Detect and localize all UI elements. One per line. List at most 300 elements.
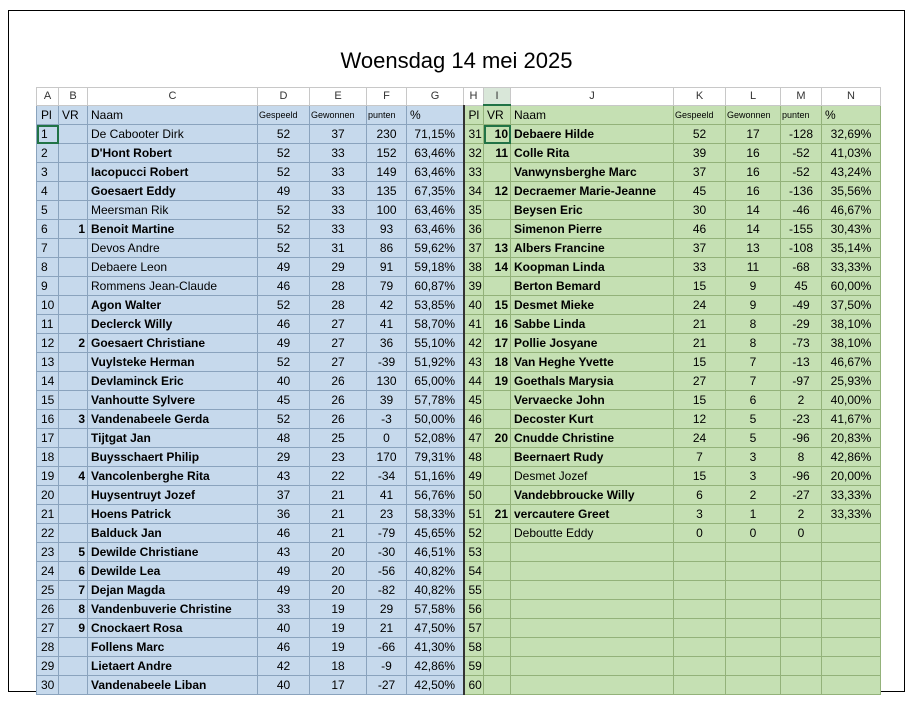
cell-gewonnen[interactable]: 22 (310, 467, 367, 486)
cell-punten[interactable] (781, 619, 822, 638)
cell-pl[interactable]: 3 (37, 163, 59, 182)
header-punten[interactable]: punten (781, 105, 822, 125)
cell-gespeeld[interactable]: 46 (258, 524, 310, 543)
cell-gespeeld[interactable]: 15 (674, 277, 726, 296)
header-vr[interactable]: VR (484, 105, 511, 125)
cell-gewonnen[interactable] (726, 562, 781, 581)
header-gewonnen[interactable]: Gewonnen (726, 105, 781, 125)
cell-gewonnen[interactable]: 1 (726, 505, 781, 524)
cell-vr[interactable] (59, 524, 88, 543)
cell-gespeeld[interactable]: 48 (258, 429, 310, 448)
cell-pl[interactable]: 16 (37, 410, 59, 429)
cell-naam[interactable]: Declerck Willy (88, 315, 258, 334)
cell-punten[interactable]: -136 (781, 182, 822, 201)
cell-gewonnen[interactable]: 5 (726, 429, 781, 448)
cell-gewonnen[interactable]: 14 (726, 201, 781, 220)
cell-pl[interactable]: 1 (37, 125, 59, 144)
cell-pl[interactable]: 53 (464, 543, 484, 562)
cell-vr[interactable] (484, 562, 511, 581)
cell-naam[interactable]: D'Hont Robert (88, 144, 258, 163)
column-letter[interactable]: G (407, 88, 464, 106)
cell-punten[interactable]: 100 (367, 201, 407, 220)
cell-pct[interactable]: 32,69% (822, 125, 881, 144)
cell-pl[interactable]: 21 (37, 505, 59, 524)
cell-vr[interactable] (484, 600, 511, 619)
cell-gewonnen[interactable]: 19 (310, 619, 367, 638)
cell-pct[interactable]: 57,58% (407, 600, 464, 619)
cell-gewonnen[interactable]: 17 (726, 125, 781, 144)
cell-gewonnen[interactable]: 0 (726, 524, 781, 543)
cell-pl[interactable]: 9 (37, 277, 59, 296)
cell-vr[interactable]: 3 (59, 410, 88, 429)
cell-vr[interactable] (59, 315, 88, 334)
cell-pl[interactable]: 30 (37, 676, 59, 695)
cell-gespeeld[interactable]: 37 (258, 486, 310, 505)
cell-pl[interactable]: 22 (37, 524, 59, 543)
cell-pl[interactable]: 2 (37, 144, 59, 163)
cell-pl[interactable]: 11 (37, 315, 59, 334)
cell-gewonnen[interactable]: 31 (310, 239, 367, 258)
cell-gewonnen[interactable] (726, 638, 781, 657)
cell-pct[interactable]: 63,46% (407, 220, 464, 239)
cell-vr[interactable] (484, 163, 511, 182)
cell-pct[interactable]: 25,93% (822, 372, 881, 391)
cell-naam[interactable]: Dejan Magda (88, 581, 258, 600)
cell-vr[interactable]: 9 (59, 619, 88, 638)
cell-punten[interactable]: 42 (367, 296, 407, 315)
cell-naam[interactable]: Simenon Pierre (511, 220, 674, 239)
cell-gewonnen[interactable]: 7 (726, 353, 781, 372)
cell-naam[interactable]: vercautere Greet (511, 505, 674, 524)
cell-pl[interactable]: 31 (464, 125, 484, 144)
cell-vr[interactable]: 12 (484, 182, 511, 201)
cell-gespeeld[interactable] (674, 676, 726, 695)
cell-gewonnen[interactable]: 2 (726, 486, 781, 505)
cell-naam[interactable]: Koopman Linda (511, 258, 674, 277)
cell-pl[interactable]: 4 (37, 182, 59, 201)
cell-naam[interactable]: Buysschaert Philip (88, 448, 258, 467)
cell-naam[interactable]: Debaere Leon (88, 258, 258, 277)
cell-vr[interactable] (59, 353, 88, 372)
cell-pct[interactable]: 35,14% (822, 239, 881, 258)
cell-pct[interactable]: 58,70% (407, 315, 464, 334)
cell-gewonnen[interactable]: 28 (310, 277, 367, 296)
column-letter[interactable]: H (464, 88, 484, 106)
header-pl[interactable]: Pl (37, 105, 59, 125)
cell-pl[interactable]: 5 (37, 201, 59, 220)
cell-gespeeld[interactable]: 49 (258, 581, 310, 600)
cell-pct[interactable]: 30,43% (822, 220, 881, 239)
cell-punten[interactable]: 79 (367, 277, 407, 296)
cell-punten[interactable]: 8 (781, 448, 822, 467)
header-pct[interactable]: % (822, 105, 881, 125)
cell-punten[interactable]: 36 (367, 334, 407, 353)
cell-gewonnen[interactable]: 14 (726, 220, 781, 239)
cell-pct[interactable]: 40,82% (407, 581, 464, 600)
cell-punten[interactable]: -128 (781, 125, 822, 144)
cell-gespeeld[interactable]: 49 (258, 562, 310, 581)
cell-pct[interactable]: 46,67% (822, 353, 881, 372)
cell-pl[interactable]: 23 (37, 543, 59, 562)
cell-pl[interactable]: 40 (464, 296, 484, 315)
header-gewonnen[interactable]: Gewonnen (310, 105, 367, 125)
cell-gespeeld[interactable]: 42 (258, 657, 310, 676)
cell-pct[interactable]: 60,00% (822, 277, 881, 296)
cell-vr[interactable]: 19 (484, 372, 511, 391)
cell-gewonnen[interactable]: 3 (726, 448, 781, 467)
cell-punten[interactable]: 39 (367, 391, 407, 410)
cell-naam[interactable]: Cnockaert Rosa (88, 619, 258, 638)
cell-pl[interactable]: 35 (464, 201, 484, 220)
cell-naam[interactable] (511, 638, 674, 657)
cell-vr[interactable] (59, 239, 88, 258)
cell-punten[interactable]: 91 (367, 258, 407, 277)
cell-gewonnen[interactable]: 18 (310, 657, 367, 676)
cell-vr[interactable] (59, 258, 88, 277)
cell-pct[interactable]: 58,33% (407, 505, 464, 524)
cell-gespeeld[interactable]: 52 (258, 163, 310, 182)
cell-punten[interactable] (781, 638, 822, 657)
column-letter[interactable]: C (88, 88, 258, 106)
cell-pct[interactable] (822, 676, 881, 695)
column-letter[interactable]: F (367, 88, 407, 106)
cell-gespeeld[interactable]: 46 (258, 638, 310, 657)
cell-naam[interactable]: Desmet Mieke (511, 296, 674, 315)
cell-punten[interactable]: 86 (367, 239, 407, 258)
cell-naam[interactable] (511, 619, 674, 638)
cell-gespeeld[interactable]: 24 (674, 296, 726, 315)
cell-pl[interactable]: 54 (464, 562, 484, 581)
cell-vr[interactable] (59, 505, 88, 524)
cell-vr[interactable] (59, 277, 88, 296)
cell-punten[interactable] (781, 657, 822, 676)
cell-gewonnen[interactable] (726, 543, 781, 562)
cell-vr[interactable]: 10 (484, 125, 511, 144)
cell-gespeeld[interactable]: 46 (674, 220, 726, 239)
cell-pl[interactable]: 14 (37, 372, 59, 391)
cell-vr[interactable] (59, 486, 88, 505)
cell-pl[interactable]: 17 (37, 429, 59, 448)
column-letter[interactable]: K (674, 88, 726, 106)
cell-naam[interactable]: Beernaert Rudy (511, 448, 674, 467)
cell-vr[interactable]: 16 (484, 315, 511, 334)
cell-gespeeld[interactable]: 36 (258, 505, 310, 524)
cell-naam[interactable]: Sabbe Linda (511, 315, 674, 334)
cell-gewonnen[interactable]: 20 (310, 543, 367, 562)
cell-punten[interactable]: -79 (367, 524, 407, 543)
cell-naam[interactable] (511, 676, 674, 695)
cell-gewonnen[interactable]: 28 (310, 296, 367, 315)
cell-pl[interactable]: 13 (37, 353, 59, 372)
cell-pl[interactable]: 34 (464, 182, 484, 201)
cell-pct[interactable]: 42,86% (407, 657, 464, 676)
cell-pct[interactable] (822, 543, 881, 562)
cell-punten[interactable]: -27 (367, 676, 407, 695)
cell-vr[interactable] (59, 448, 88, 467)
cell-pl[interactable]: 39 (464, 277, 484, 296)
cell-punten[interactable]: -82 (367, 581, 407, 600)
column-letter[interactable]: B (59, 88, 88, 106)
cell-punten[interactable]: -30 (367, 543, 407, 562)
cell-gewonnen[interactable]: 20 (310, 562, 367, 581)
cell-punten[interactable]: -13 (781, 353, 822, 372)
cell-gewonnen[interactable]: 26 (310, 391, 367, 410)
cell-naam[interactable]: Decraemer Marie-Jeanne (511, 182, 674, 201)
header-gespeeld[interactable]: Gespeeld (674, 105, 726, 125)
cell-naam[interactable]: Debaere Hilde (511, 125, 674, 144)
cell-naam[interactable]: Meersman Rik (88, 201, 258, 220)
cell-punten[interactable]: 170 (367, 448, 407, 467)
cell-pct[interactable]: 67,35% (407, 182, 464, 201)
cell-pct[interactable]: 56,76% (407, 486, 464, 505)
cell-punten[interactable] (781, 676, 822, 695)
cell-pl[interactable]: 55 (464, 581, 484, 600)
cell-pl[interactable]: 32 (464, 144, 484, 163)
cell-pct[interactable] (822, 619, 881, 638)
cell-pct[interactable]: 33,33% (822, 505, 881, 524)
cell-vr[interactable] (484, 619, 511, 638)
cell-pct[interactable]: 71,15% (407, 125, 464, 144)
cell-naam[interactable]: Goethals Marysia (511, 372, 674, 391)
header-pct[interactable]: % (407, 105, 464, 125)
cell-vr[interactable] (59, 657, 88, 676)
cell-pl[interactable]: 29 (37, 657, 59, 676)
cell-pl[interactable]: 37 (464, 239, 484, 258)
cell-gespeeld[interactable]: 37 (674, 239, 726, 258)
cell-punten[interactable]: 230 (367, 125, 407, 144)
cell-gespeeld[interactable]: 27 (674, 372, 726, 391)
cell-pct[interactable]: 51,16% (407, 467, 464, 486)
cell-punten[interactable]: 41 (367, 315, 407, 334)
cell-naam[interactable] (511, 657, 674, 676)
cell-gespeeld[interactable]: 37 (674, 163, 726, 182)
cell-naam[interactable]: Deboutte Eddy (511, 524, 674, 543)
cell-gespeeld[interactable]: 40 (258, 676, 310, 695)
cell-pl[interactable]: 28 (37, 638, 59, 657)
cell-naam[interactable]: Beysen Eric (511, 201, 674, 220)
column-letter[interactable]: J (511, 88, 674, 106)
cell-naam[interactable]: Balduck Jan (88, 524, 258, 543)
cell-pl[interactable]: 57 (464, 619, 484, 638)
cell-pct[interactable]: 41,30% (407, 638, 464, 657)
cell-vr[interactable] (484, 201, 511, 220)
cell-gewonnen[interactable] (726, 657, 781, 676)
cell-naam[interactable] (511, 581, 674, 600)
cell-punten[interactable]: -9 (367, 657, 407, 676)
cell-punten[interactable]: -108 (781, 239, 822, 258)
column-letter[interactable]: M (781, 88, 822, 106)
cell-punten[interactable]: -3 (367, 410, 407, 429)
cell-punten[interactable] (781, 600, 822, 619)
cell-punten[interactable]: -39 (367, 353, 407, 372)
cell-pl[interactable]: 38 (464, 258, 484, 277)
cell-pct[interactable]: 41,03% (822, 144, 881, 163)
cell-gewonnen[interactable]: 6 (726, 391, 781, 410)
cell-vr[interactable] (484, 486, 511, 505)
cell-punten[interactable]: 135 (367, 182, 407, 201)
cell-gespeeld[interactable] (674, 657, 726, 676)
cell-gespeeld[interactable]: 29 (258, 448, 310, 467)
cell-vr[interactable]: 13 (484, 239, 511, 258)
column-letter[interactable]: D (258, 88, 310, 106)
cell-gewonnen[interactable]: 27 (310, 334, 367, 353)
cell-gespeeld[interactable]: 52 (258, 144, 310, 163)
cell-gespeeld[interactable]: 40 (258, 372, 310, 391)
cell-gewonnen[interactable]: 16 (726, 144, 781, 163)
cell-pct[interactable]: 20,00% (822, 467, 881, 486)
cell-vr[interactable]: 4 (59, 467, 88, 486)
cell-naam[interactable]: Dewilde Lea (88, 562, 258, 581)
cell-pl[interactable]: 46 (464, 410, 484, 429)
cell-pct[interactable]: 79,31% (407, 448, 464, 467)
cell-pl[interactable]: 59 (464, 657, 484, 676)
cell-naam[interactable]: Vandenabeele Gerda (88, 410, 258, 429)
cell-pl[interactable]: 25 (37, 581, 59, 600)
cell-pct[interactable] (822, 524, 881, 543)
cell-pct[interactable]: 45,65% (407, 524, 464, 543)
cell-pct[interactable]: 57,78% (407, 391, 464, 410)
cell-vr[interactable] (484, 638, 511, 657)
cell-punten[interactable] (781, 581, 822, 600)
cell-naam[interactable]: Vuylsteke Herman (88, 353, 258, 372)
cell-punten[interactable] (781, 562, 822, 581)
cell-naam[interactable]: Vancolenberghe Rita (88, 467, 258, 486)
cell-vr[interactable]: 6 (59, 562, 88, 581)
column-letter[interactable]: L (726, 88, 781, 106)
cell-pct[interactable]: 40,00% (822, 391, 881, 410)
cell-naam[interactable]: Goesaert Christiane (88, 334, 258, 353)
cell-pct[interactable]: 52,08% (407, 429, 464, 448)
cell-gewonnen[interactable]: 27 (310, 315, 367, 334)
cell-pl[interactable]: 33 (464, 163, 484, 182)
cell-pct[interactable] (822, 638, 881, 657)
cell-pct[interactable]: 59,62% (407, 239, 464, 258)
cell-pct[interactable]: 33,33% (822, 258, 881, 277)
cell-gewonnen[interactable]: 5 (726, 410, 781, 429)
cell-pl[interactable]: 27 (37, 619, 59, 638)
cell-pct[interactable]: 46,51% (407, 543, 464, 562)
cell-punten[interactable]: 45 (781, 277, 822, 296)
cell-punten[interactable]: -96 (781, 429, 822, 448)
cell-gespeeld[interactable]: 49 (258, 334, 310, 353)
cell-gewonnen[interactable] (726, 676, 781, 695)
cell-vr[interactable] (484, 543, 511, 562)
cell-pct[interactable]: 42,86% (822, 448, 881, 467)
cell-pl[interactable]: 12 (37, 334, 59, 353)
cell-pl[interactable]: 48 (464, 448, 484, 467)
cell-vr[interactable] (59, 638, 88, 657)
cell-gespeeld[interactable]: 7 (674, 448, 726, 467)
cell-gewonnen[interactable]: 17 (310, 676, 367, 695)
cell-pct[interactable]: 50,00% (407, 410, 464, 429)
cell-pl[interactable]: 41 (464, 315, 484, 334)
cell-gespeeld[interactable] (674, 562, 726, 581)
cell-pl[interactable]: 6 (37, 220, 59, 239)
cell-pl[interactable]: 18 (37, 448, 59, 467)
cell-gespeeld[interactable]: 33 (258, 600, 310, 619)
cell-gewonnen[interactable]: 33 (310, 220, 367, 239)
cell-pl[interactable]: 19 (37, 467, 59, 486)
cell-pct[interactable] (822, 657, 881, 676)
cell-naam[interactable]: Colle Rita (511, 144, 674, 163)
cell-naam[interactable]: Desmet Jozef (511, 467, 674, 486)
cell-naam[interactable]: Iacopucci Robert (88, 163, 258, 182)
cell-vr[interactable] (484, 220, 511, 239)
cell-punten[interactable] (781, 543, 822, 562)
cell-vr[interactable] (484, 391, 511, 410)
cell-pct[interactable]: 38,10% (822, 315, 881, 334)
cell-gewonnen[interactable]: 33 (310, 201, 367, 220)
cell-gespeeld[interactable]: 45 (258, 391, 310, 410)
cell-gespeeld[interactable]: 21 (674, 334, 726, 353)
cell-gewonnen[interactable]: 19 (310, 600, 367, 619)
cell-pct[interactable]: 55,10% (407, 334, 464, 353)
cell-gespeeld[interactable]: 6 (674, 486, 726, 505)
cell-gewonnen[interactable]: 8 (726, 334, 781, 353)
column-letter[interactable]: E (310, 88, 367, 106)
cell-vr[interactable] (59, 391, 88, 410)
cell-gespeeld[interactable]: 15 (674, 467, 726, 486)
cell-vr[interactable]: 8 (59, 600, 88, 619)
header-naam[interactable]: Naam (511, 105, 674, 125)
cell-gespeeld[interactable] (674, 619, 726, 638)
cell-gespeeld[interactable] (674, 543, 726, 562)
cell-pct[interactable] (822, 562, 881, 581)
cell-punten[interactable]: -155 (781, 220, 822, 239)
cell-naam[interactable]: Huysentruyt Jozef (88, 486, 258, 505)
cell-gewonnen[interactable]: 19 (310, 638, 367, 657)
cell-naam[interactable]: Devos Andre (88, 239, 258, 258)
cell-pct[interactable]: 65,00% (407, 372, 464, 391)
cell-gespeeld[interactable]: 15 (674, 391, 726, 410)
cell-pct[interactable]: 53,85% (407, 296, 464, 315)
cell-gespeeld[interactable]: 52 (258, 201, 310, 220)
cell-punten[interactable]: -97 (781, 372, 822, 391)
header-pl[interactable]: Pl (464, 105, 484, 125)
cell-vr[interactable] (59, 429, 88, 448)
cell-vr[interactable] (59, 144, 88, 163)
cell-pl[interactable]: 44 (464, 372, 484, 391)
cell-pl[interactable]: 56 (464, 600, 484, 619)
cell-pct[interactable]: 42,50% (407, 676, 464, 695)
cell-punten[interactable]: -49 (781, 296, 822, 315)
cell-pct[interactable]: 35,56% (822, 182, 881, 201)
cell-gespeeld[interactable]: 46 (258, 277, 310, 296)
cell-gespeeld[interactable]: 52 (258, 239, 310, 258)
cell-pct[interactable] (822, 581, 881, 600)
cell-naam[interactable] (511, 562, 674, 581)
cell-naam[interactable]: Lietaert Andre (88, 657, 258, 676)
cell-gespeeld[interactable]: 30 (674, 201, 726, 220)
cell-pl[interactable]: 52 (464, 524, 484, 543)
cell-pl[interactable]: 47 (464, 429, 484, 448)
cell-pct[interactable] (822, 600, 881, 619)
cell-vr[interactable]: 1 (59, 220, 88, 239)
cell-pct[interactable]: 51,92% (407, 353, 464, 372)
cell-vr[interactable]: 2 (59, 334, 88, 353)
column-letter[interactable]: A (37, 88, 59, 106)
cell-vr[interactable] (59, 182, 88, 201)
cell-pct[interactable]: 46,67% (822, 201, 881, 220)
cell-punten[interactable]: 0 (367, 429, 407, 448)
cell-punten[interactable]: 21 (367, 619, 407, 638)
cell-pl[interactable]: 8 (37, 258, 59, 277)
cell-gewonnen[interactable]: 9 (726, 296, 781, 315)
cell-vr[interactable]: 15 (484, 296, 511, 315)
cell-pct[interactable]: 20,83% (822, 429, 881, 448)
cell-gespeeld[interactable]: 52 (258, 353, 310, 372)
cell-punten[interactable]: -96 (781, 467, 822, 486)
